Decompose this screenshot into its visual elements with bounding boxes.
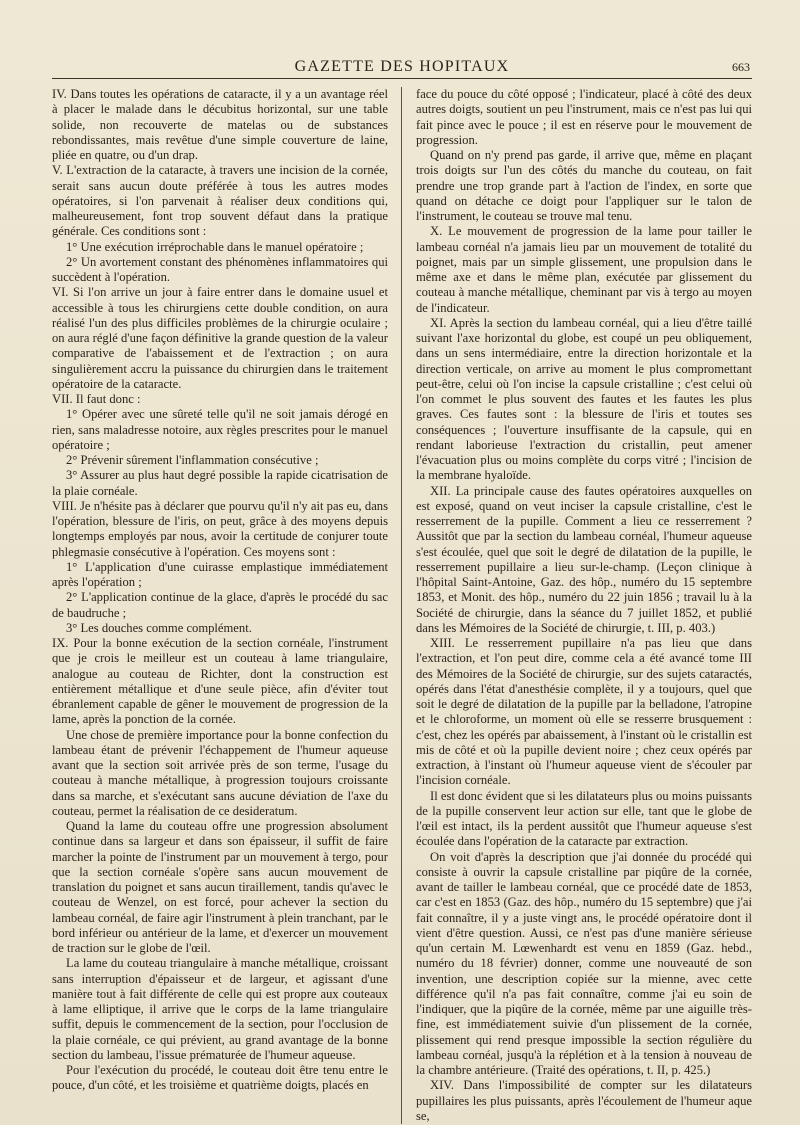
paragraph: X. Le mouvement de progression de la lame pour tailler le lambeau cornéal n'a jamais lieu par un mouvement de totalité du poignet, mais par un simple glissement, une propulsion dans le même axe et dans le même plan, exécutée par glissement du couteau à manche métallique, cheminant par vis à tergo au moyen de l'indicateur. bbox=[416, 224, 752, 315]
paragraph: XIII. Le resserrement pupillaire n'a pas lieu que dans l'extraction, et l'on peut dire, comme cela a été avancé tome III des Mémoires de la Société de chirurgie, sur des sujets cataractés, opérés dans l'état d'anesthésie complète, il y a toujours, quel que soit le degré de dilatation de la pupille par la belladone, l'atropine et le chloroforme, un moment où elle se resserre brusquement : c'est, chez les opérés par abaissement, à l'instant où le cristallin est mis de côté et où la pupille devient noire ; chez ceux opérés par extraction, à l'instant où l'humeur aqueuse vient de s'écouler par l'incision cornéale. bbox=[416, 636, 752, 788]
paragraph: VIII. Je n'hésite pas à déclarer que pourvu qu'il n'y ait pas eu, dans l'opération, blessure de l'iris, on peut, grâce à des moyens depuis longtemps employés par nous, avoir la certitude de conjurer toute phlegmasie consécutive à l'opération. Ces moyens sont : bbox=[52, 498, 388, 559]
list-item: 1° Opérer avec une sûreté telle qu'il ne soit jamais dérogé en rien, sans maladresse notoire, aux règles prescrites pour le manuel opératoire ; bbox=[52, 407, 388, 452]
right-column bbox=[416, 87, 752, 1124]
paragraph: On voit d'après la description que j'ai donnée du procédé qui consiste à ouvrir la capsule cristalline par piqûre de la cornée, avant de tailler le lambeau cornéal, que ce procédé date de 1853, car c'est en 1853 (Gaz. des hôp., numéro du 15 septembre) que j'ai fait connaître, il y a juste vingt ans, le procédé opératoire dont il vient d'être question. Aussi, ce n'est pas d'une manière sérieuse qu'un certain M. Lœwenhardt est venu en 1859 (Gaz. hebd., numéro du 18 février) donner, comme une nouveauté de son invention, une description copiée sur la mienne, avec cette différence qu'il n'a pas fait connaître, comme j'ai eu soin de l'indiquer, que la piqûre de la cornée, même par une aiguille très-fine, est immédiatement suivie d'un plissement de la cornée, plissement qui rend presque impossible la section régulière du lambeau cornéal, jusqu'à la réplétion et à la tension à nouveau de la chambre antérieure. (Traité des opérations, t. II, p. 425.) bbox=[416, 849, 752, 1077]
text-columns bbox=[52, 87, 752, 1124]
paragraph: XI. Après la section du lambeau cornéal, qui a lieu d'être taillé suivant l'axe horizontal du globe, est coupé un peu obliquement, dans un sens intermédiaire, entre la direction horizontale et la direction verticale, on arrive au moment le plus compromettant peut-être, celui où l'on incise la capsule cristalline ; c'est celui où l'on commet le plus souvent des fautes et les fautes les plus graves. Ces fautes sont : la blessure de l'iris et toutes ses conséquences ; l'ouverture insuffisante de la capsule, qui en rendant laborieuse l'extraction du cristallin, peut amener l'évacuation plus ou moins complète du corps vitré ; l'incision de la membrane hyaloïde. bbox=[416, 315, 752, 483]
left-column bbox=[52, 87, 388, 1124]
column-divider bbox=[401, 87, 402, 1124]
running-title: GAZETTE DES HOPITAUX bbox=[294, 58, 510, 75]
paragraph: XII. La principale cause des fautes opératoires auxquelles on est exposé, quand on veut inciser la capsule cristalline, c'est le resserrement de la pupille. Comment a lieu ce resserrement ? Aussitôt que par la section du lambeau cornéal, l'humeur aqueuse s'est écoulée, quel que soit le degré de dilatation de la pupille, le resserrement pupillaire a lieu sur-le-champ. (Leçon clinique à l'hôpital Saint-Antoine, Gaz. des hôp., numéro du 15 septembre 1853, et Monit. des hôp., numéro du 22 juin 1856 ; travail lu à la Société de chirurgie, dans la séance du 7 juillet 1852, et publié dans les Mémoires de la Société de chirurgie, t. III, p. 403.) bbox=[416, 483, 752, 635]
paragraph: VI. Si l'on arrive un jour à faire entrer dans le domaine usuel et accessible à tous les chirurgiens cette double condition, on aura réalisé l'un des plus difficiles problèmes de la chirurgie oculaire ; on aura réglé d'une façon définitive la grande question de la valeur comparative de l'abaissement et de l'extraction ; on aura singulièrement accru la puissance du chirurgien dans le traitement opératoire de la cataracte. bbox=[52, 285, 388, 391]
list-item: 2° Un avortement constant des phénomènes inflammatoires qui succèdent à l'opération. bbox=[52, 254, 388, 284]
paragraph: Pour l'exécution du procédé, le couteau doit être tenu entre le pouce, d'un côté, et les troisième et quatrième doigts, placés en bbox=[52, 1063, 388, 1093]
paragraph: IX. Pour la bonne exécution de la section cornéale, l'instrument que je crois le meilleur est un couteau à lame triangulaire, analogue au couteau de Richter, dont la construction est entièrement métallique et d'une seule pièce, afin d'éviter tout ébranlement capable de gêner le mouvement de progression de la lame, après la ponction de la cornée. bbox=[52, 636, 388, 727]
page-header bbox=[52, 52, 752, 79]
paragraph: La lame du couteau triangulaire à manche métallique, croissant sans interruption d'épaisseur et de largeur, et agissant d'une manière tout à fait différente de celle qui est propre aux couteaux à lame elliptique, il arrive que le corps de la lame triangulaire suffit, depuis le commencement de la section, pour l'occlusion de la plaie cornéale, ce qui prévient, au grand avantage de la bonne section du lambeau, l'issue prématurée de l'humeur aqueuse. bbox=[52, 956, 388, 1062]
list-item: 1° L'application d'une cuirasse emplastique immédiatement après l'opération ; bbox=[52, 559, 388, 589]
list-item: 1° Une exécution irréprochable dans le manuel opératoire ; bbox=[66, 239, 364, 254]
paragraph: V. L'extraction de la cataracte, à travers une incision de la cornée, serait sans aucun doute préférée à tous les autres modes opératoires, si l'on parvenait à réaliser deux conditions qui, malheureusement, font trop souvent défaut dans la pratique générale. Ces conditions sont : bbox=[52, 163, 388, 239]
paragraph: Quand on n'y prend pas garde, il arrive que, même en plaçant trois doigts sur l'un des côtés du manche du couteau, on fait prendre une trop grande part à l'action de l'index, en sorte que quand on détache ce doigt pour l'appliquer sur le talon de l'instrument, le couteau se trouve mal tenu. bbox=[416, 148, 752, 223]
list-item: 2° L'application continue de la glace, d'après le procédé du sac de baudruche ; bbox=[52, 590, 388, 620]
paragraph: face du pouce du côté opposé ; l'indicateur, placé à côté des deux autres doigts, soutient un peu l'instrument, mais ce n'est pas lui qui fait pince avec le pouce ; il est en réserve pour le mouvement de progression. bbox=[416, 87, 752, 147]
paragraph: XIV. Dans l'impossibilité de compter sur les dilatateurs pupillaires les plus puissants, après l'écoulement de l'humeur aque se, bbox=[416, 1078, 752, 1123]
paragraph: Une chose de première importance pour la bonne confection du lambeau étant de prévenir l'échappement de l'humeur aqueuse avant que la section soit arrivée près de son terme, l'usage du couteau à manche métallique, à progression toujours croissante dans sa marche, et s'exécutant sans aucune déviation de l'axe du couteau, permet la réalisation de ce desideratum. bbox=[52, 727, 388, 818]
page-number: 663 bbox=[732, 60, 750, 74]
list-item: 2° Prévenir sûrement l'inflammation consécutive ; bbox=[66, 453, 319, 467]
paragraph: VII. Il faut donc : bbox=[52, 392, 141, 406]
paragraph: Il est donc évident que si les dilatateurs plus ou moins puissants de la pupille conservent leur action sur elle, tant que le globe de l'œil est intact, ils la perdent aussitôt que l'humeur aqueuse s'est écoulée dans l'opération de la cataracte par extraction. bbox=[416, 788, 752, 849]
paragraph: IV. Dans toutes les opérations de cataracte, il y a un avantage réel à placer le malade dans le décubitus horizontal, sur une table solide, non recouverte de matelas ou de substances rebondissantes, mais revêtue d'une simple couverture de laine, pliée en quatre, ou d'un drap. bbox=[52, 87, 388, 162]
paragraph: Quand la lame du couteau offre une progression absolument continue dans sa largeur et dans son épaisseur, il suffit de faire marcher la pointe de l'instrument par un mouvement à tergo, pour que la section cornéale s'opère sans aucun mouvement de translation du poignet et sans aucun tiraillement, tandis qu'avec le couteau de Wenzel, on est forcé, pour achever la section du lambeau cornéal, de faire agir l'instrument à plein tranchant, par le bord inférieur ou antérieur de la lame, et d'exercer un mouvement de traction sur le globe de l'œil. bbox=[52, 819, 388, 955]
list-item: 3° Les douches comme complément. bbox=[66, 620, 252, 635]
list-item: 3° Assurer au plus haut degré possible la rapide cicatrisation de la plaie cornéale. bbox=[52, 468, 388, 498]
